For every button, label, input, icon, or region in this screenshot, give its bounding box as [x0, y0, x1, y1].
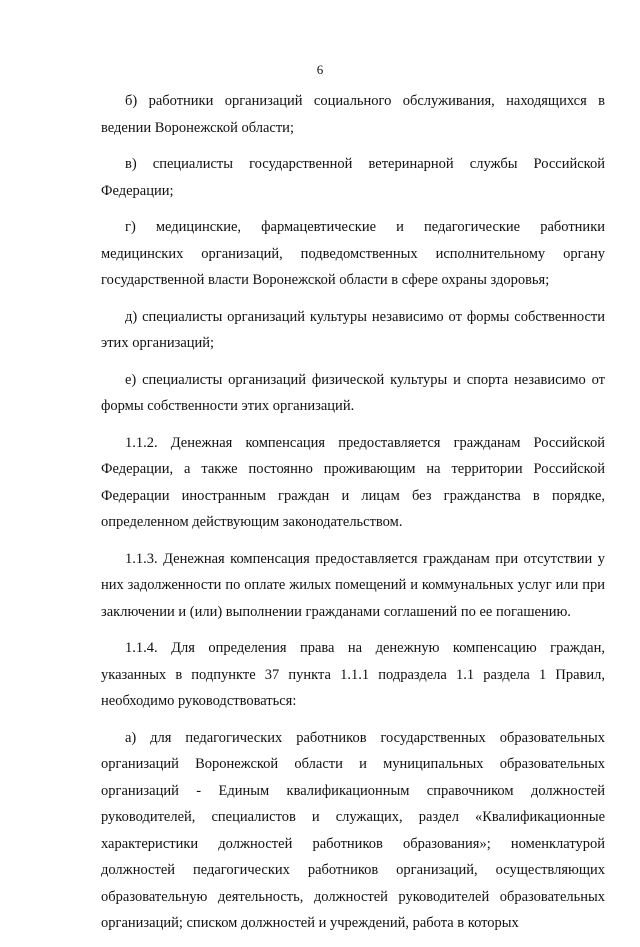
document-body: [101, 88, 605, 947]
paragraph-1-1-4: 1.1.4. Для определения права на денежную компенсацию граждан, указанных в подпункте 37 пункта 1.1.1 подраздела 1.1 раздела 1 Правил, необходимо руководствоваться:: [101, 640, 605, 709]
paragraph-g: г) медицинские, фармацевтические и педагогические работники медицинских организаций, подведомственных исполнительному органу государственной власти Воронежской области в сфере охраны здоровья;: [101, 219, 605, 288]
paragraph-1-1-2: 1.1.2. Денежная компенсация предоставляется гражданам Российской Федерации, а также постоянно проживающим на территории Российской Федерации иностранным граждан и лицам без гражданства в порядке, определенном действующим законодательством.: [101, 434, 605, 530]
paragraph-e: е) специалисты организаций физической культуры и спорта независимо от формы собственности этих организаций.: [101, 371, 605, 414]
paragraph-b: б) работники организаций социального обслуживания, находящихся в ведении Воронежской области;: [101, 93, 605, 136]
paragraph-v: в) специалисты государственной ветеринарной службы Российской Федерации;: [101, 156, 605, 199]
paragraph-d: д) специалисты организаций культуры независимо от формы собственности этих организаций;: [101, 308, 605, 351]
paragraph-1-1-3: 1.1.3. Денежная компенсация предоставляется гражданам при отсутствии у них задолженности по оплате жилых помещений и коммунальных услуг или при заключении и (или) выполнении гражданами соглашений по ее погашению.: [101, 550, 605, 620]
page-number: 6: [316, 62, 324, 77]
paragraph-a: а) для педагогических работников государственных образовательных организаций Воронежской области и муниципальных образовательных организаций - Единым квалификационным справочником должностей руководителей, специалистов и служащих, раздел «Квалификационные характеристики должностей работников образования»; номенклатурой должностей педагогических работников организаций, осуществляющих образовательную деятельность, должностей руководителей образовательных организаций; списком должностей и учреждений, работа в которых: [101, 729, 605, 931]
